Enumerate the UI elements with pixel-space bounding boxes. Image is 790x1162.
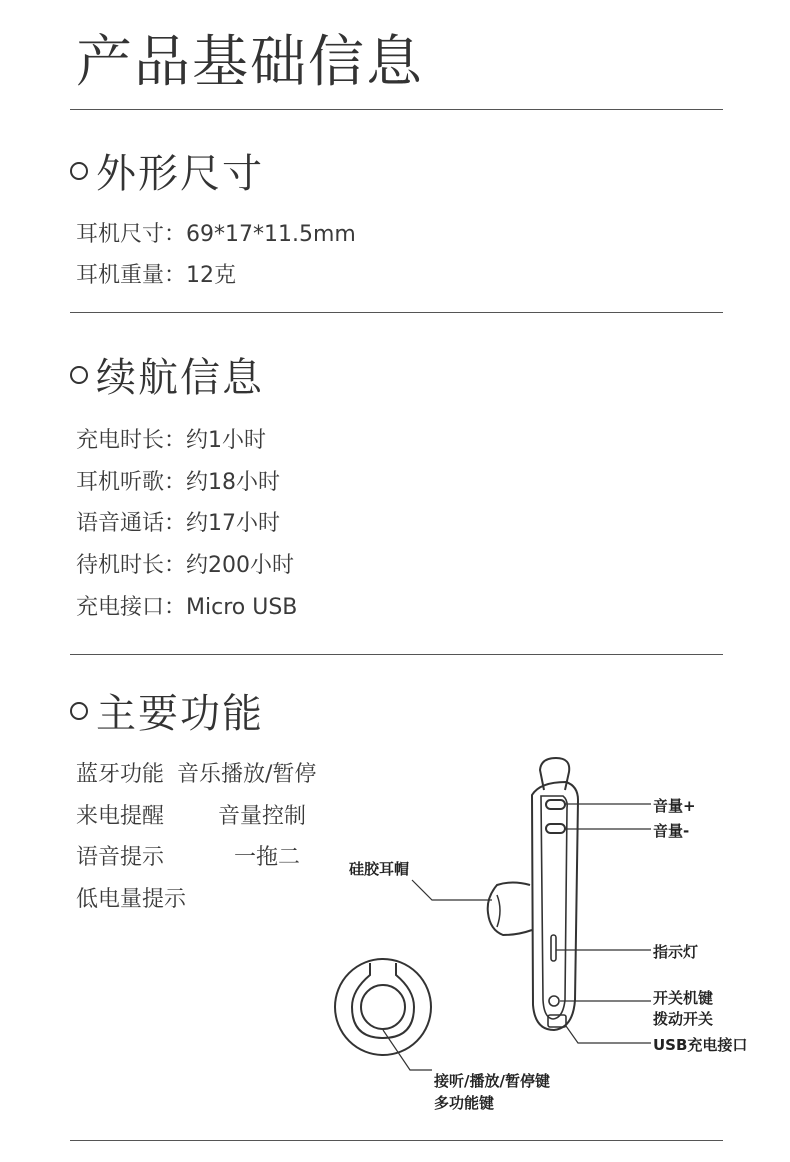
volume-down-button-shape (546, 824, 565, 833)
volume-up-button-shape (546, 800, 565, 809)
spec-label: 充电时长： (76, 428, 187, 453)
spec-value: 约18小时 (186, 470, 281, 495)
spec-value: 约1小时 (186, 428, 267, 453)
earphone-body-inner-shape (541, 796, 567, 1019)
leader-line (412, 880, 492, 900)
feature-item: 蓝牙功能 (76, 762, 165, 787)
callout-volume-down: 音量- (653, 822, 690, 840)
feature-item: 音量控制 (218, 804, 307, 829)
feature-item: 音乐播放/暂停 (177, 762, 317, 787)
spec-label: 待机时长： (76, 553, 187, 578)
callout-volume-up: 音量+ (653, 797, 696, 815)
spec-value: 约17小时 (186, 511, 281, 536)
end-view-button-shape (361, 985, 405, 1029)
feature-item: 低电量提示 (76, 887, 187, 912)
earphone-body-shape (532, 782, 578, 1030)
callout-usb-port: USB充电接口 (653, 1036, 748, 1054)
divider (70, 1140, 723, 1141)
page-title: 产品基础信息 (76, 30, 424, 95)
feature-item: 语音提示 (76, 845, 165, 870)
callout-indicator: 指示灯 (653, 943, 699, 961)
indicator-light-shape (551, 935, 556, 961)
feature-item: 一拖二 (234, 845, 301, 870)
spec-label: 充电接口： (76, 595, 187, 620)
callout-multi-key-line2: 多功能键 (434, 1094, 495, 1112)
section-title: 主要功能 (96, 691, 264, 737)
end-view-outer-shape (335, 959, 431, 1055)
spec-label: 耳机重量： (76, 263, 187, 288)
callout-multi-key-line1: 接听/播放/暂停键 (434, 1072, 550, 1090)
spec-label: 耳机听歌： (76, 470, 187, 495)
spec-value: Micro USB (186, 595, 298, 620)
power-key-shape (549, 996, 559, 1006)
leader-line (566, 1026, 651, 1043)
callout-ear-cap: 硅胶耳帽 (349, 860, 410, 878)
spec-value: 约200小时 (186, 553, 295, 578)
section-title: 续航信息 (96, 355, 264, 401)
callout-slide-switch: 拨动开关 (653, 1010, 714, 1028)
leader-line (383, 1030, 432, 1070)
spec-label: 语音通话： (76, 511, 187, 536)
section-title: 外形尺寸 (96, 151, 264, 197)
spec-value: 12克 (186, 263, 237, 288)
spec-label: 耳机尺寸： (76, 222, 187, 247)
ear-cap-line (497, 895, 500, 927)
feature-item: 来电提醒 (76, 804, 165, 829)
ear-cap-shape (488, 883, 532, 936)
callout-power-key: 开关机键 (653, 989, 714, 1007)
spec-value: 69*17*11.5mm (186, 222, 356, 247)
